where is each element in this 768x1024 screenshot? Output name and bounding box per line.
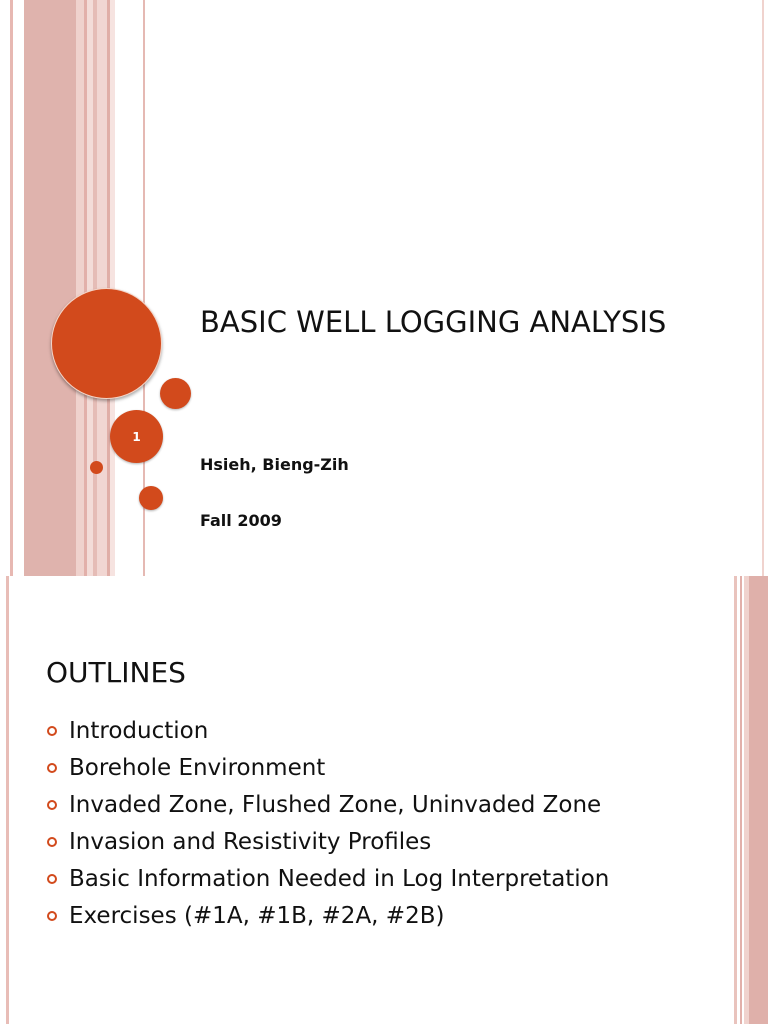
decorative-stripe [76,0,84,576]
list-item [46,864,609,901]
list-item-text: Invaded Zone, Flushed Zone, Uninvaded Zone [69,792,602,818]
slide-title: OUTLINES [46,656,186,689]
term-label: Fall 2009 [200,511,282,530]
author-name: Hsieh, Bieng-Zih [200,455,349,474]
list-item-text: Basic Information Needed in Log Interpretation [69,866,610,892]
list-item-text: Introduction [69,718,209,744]
page-number-badge [110,410,163,463]
list-item [46,716,609,753]
slide-title: BASIC WELL LOGGING ANALYSIS [200,305,667,339]
decorative-stripe [762,0,764,576]
decorative-stripe [24,0,76,576]
list-item [46,753,609,790]
page-number: 1 [132,429,141,444]
bullet-ring-icon [47,874,57,884]
bullet-ring-icon [47,726,57,736]
list-item [46,901,609,938]
outline-slide [0,576,768,1024]
bullet-ring-icon [47,911,57,921]
list-item [46,827,609,864]
decorative-stripe [6,576,9,1024]
outline-list [46,716,609,938]
bullet-ring-icon [47,763,57,773]
decorative-stripe [749,576,768,1024]
list-item-text: Invasion and Resistivity Profiles [69,829,432,855]
decorative-circle [139,486,163,510]
list-item [46,790,609,827]
decorative-circle [90,461,103,474]
list-item-text: Exercises (#1A, #1B, #2A, #2B) [69,903,445,929]
decorative-stripe [734,576,737,1024]
bullet-ring-icon [47,800,57,810]
decorative-circle-large [51,288,162,399]
bullet-ring-icon [47,837,57,847]
list-item-text: Borehole Environment [69,755,326,781]
decorative-circle [160,378,191,409]
decorative-stripe [740,576,742,1024]
decorative-stripe [10,0,13,576]
